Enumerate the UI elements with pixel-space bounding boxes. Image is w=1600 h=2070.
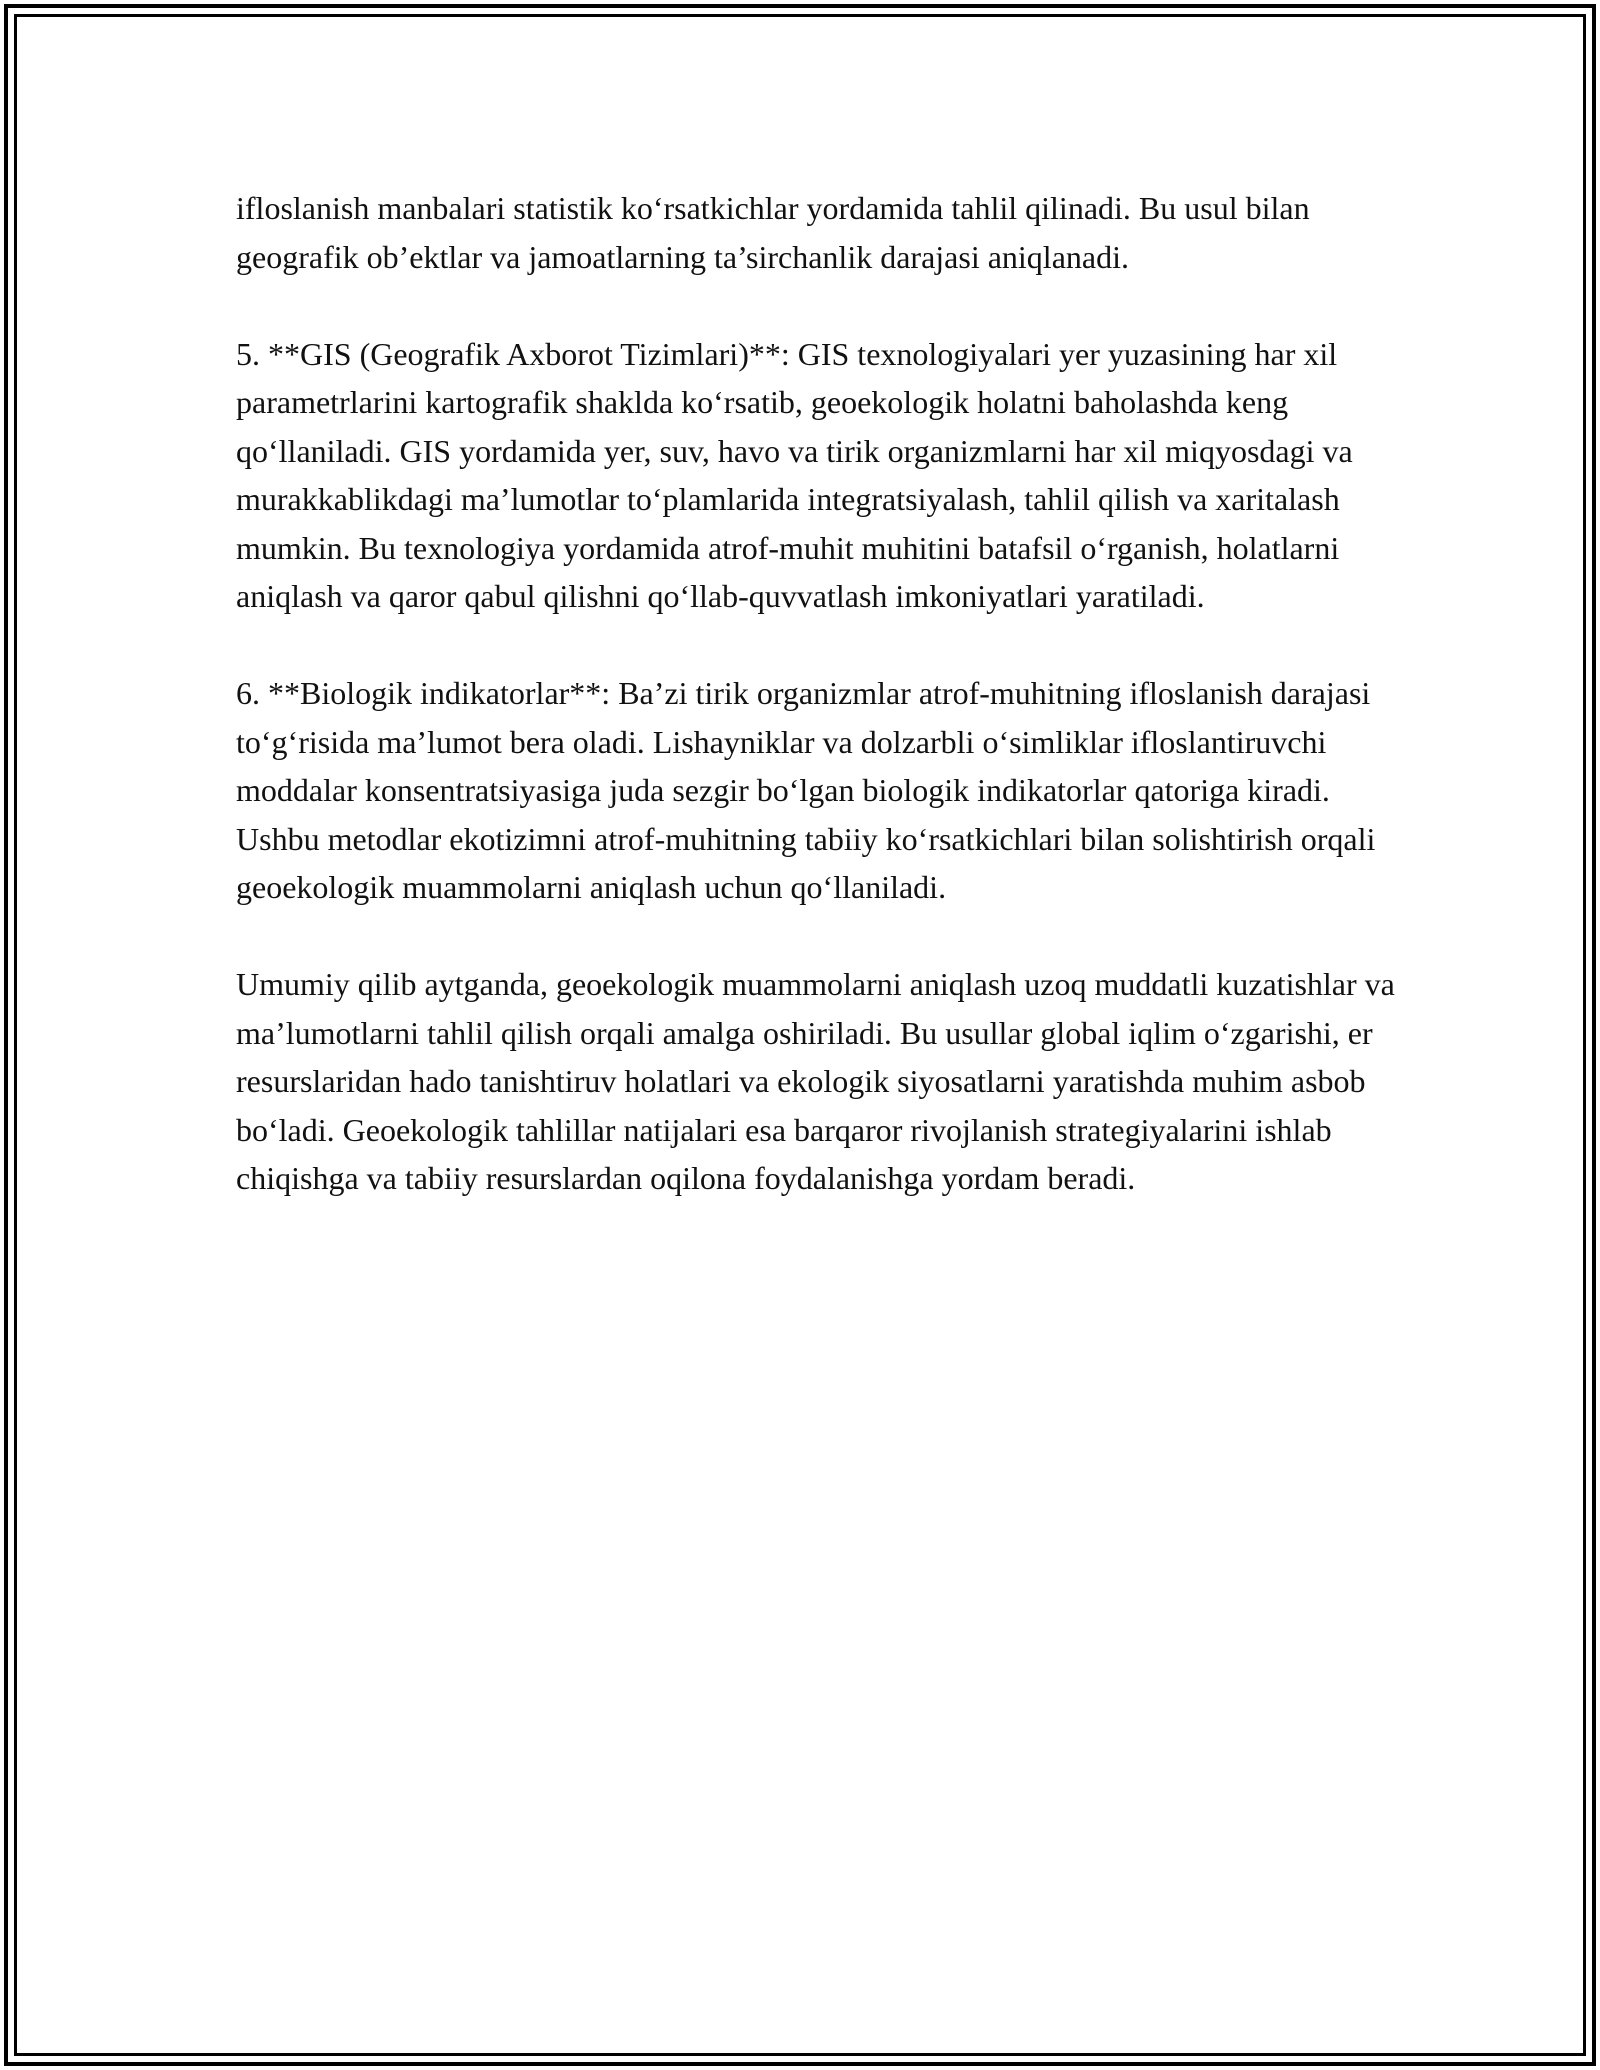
paragraph-gis: 5. **GIS (Geografik Axborot Tizimlari)**: GIS texnologiyalari yer yuzasining har xil parametrlarini kartografik shaklda ko‘rsatib, geoekologik holatni baholashda keng qo‘llaniladi. GIS yordamida yer, suv, havo va tirik organizmlarni har xil miqyosdagi va murakkablikdagi ma’lumotlar to‘plamlarida integratsiyalash, tahlil qilish va xaritalash mumkin. Bu texnologiya yordamida atrof-muhit muhitini batafsil o‘rganish, holatlarni aniqlash va qaror qabul qilishni qo‘llab-quvvatlash imkoniyatlari yaratiladi. (236, 335, 1353, 614)
paragraph-statistical-methods: ifloslanish manbalari statistik ko‘rsatkichlar yordamida tahlil qilinadi. Bu usul bilan geografik ob’ektlar va jamoatlarning ta’sirchanlik darajasi aniqlanadi. (236, 190, 1310, 275)
paragraph-conclusion: Umumiy qilib aytganda, geoekologik muammolarni aniqlash uzoq muddatli kuzatishlar va ma’lumotlarni tahlil qilish orqali amalga oshiriladi. Bu usullar global iqlim o‘zgarishi, er resurslaridan hado tanishtiruv holatlari va ekologik siyosatlarni yaratishda muhim asbob bo‘ladi. Geoekologik tahlillar natijalari esa barqaror rivojlanish strategiyalarini ishlab chiqishga va tabiiy resurslardan oqilona foydalanishga yordam beradi. (236, 966, 1395, 1196)
paragraph-biological-indicators: 6. **Biologik indikatorlar**: Ba’zi tirik organizmlar atrof-muhitning ifloslanish darajasi to‘g‘risida ma’lumot bera oladi. Lishayniklar va dolzarbli o‘simliklar ifloslantiruvchi moddalar konsentratsiyasiga juda sezgir bo‘lgan biologik indikatorlar qatoriga kiradi. Ushbu metodlar ekotizimni atrof-muhitning tabiiy ko‘rsatkichlari bilan solishtirish orqali geoekologik muammolarni aniqlash uchun qo‘llaniladi. (236, 675, 1376, 905)
document-body (236, 184, 1396, 1203)
